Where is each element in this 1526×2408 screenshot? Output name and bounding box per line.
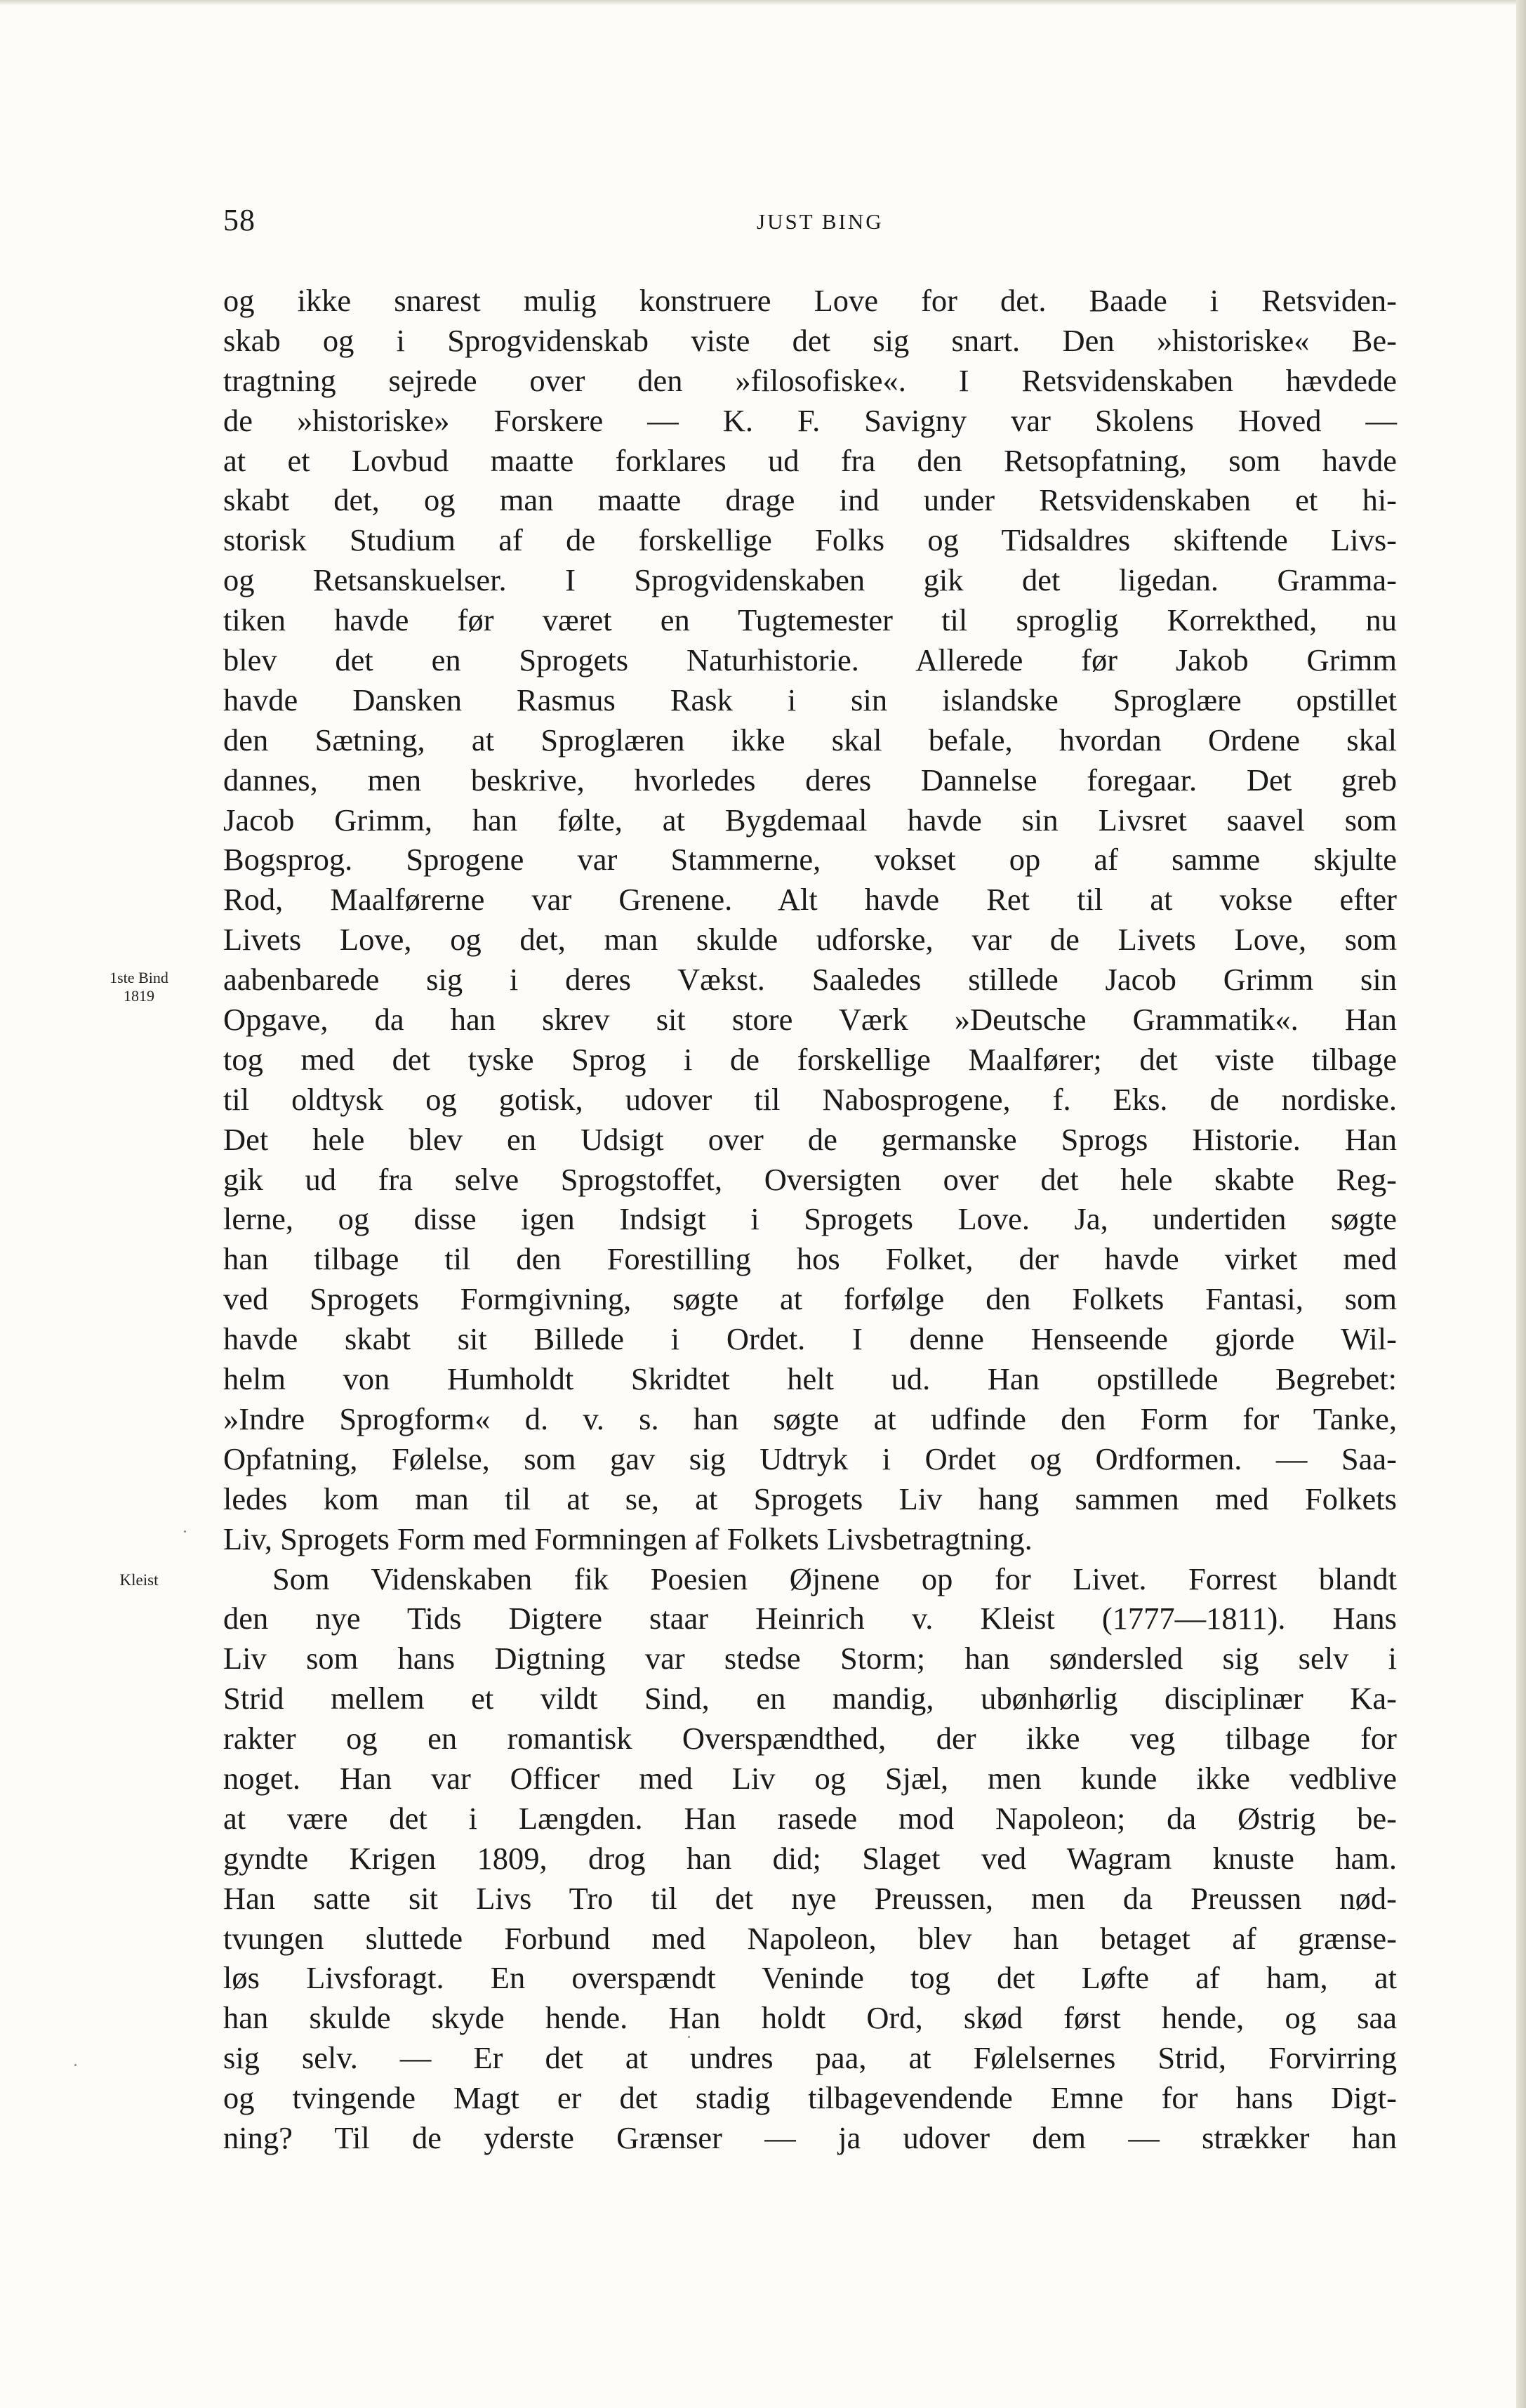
margin-note-volume-label: 1ste Bind (110, 969, 168, 986)
text-line: helm von Humholdt Skridtet helt ud. Han opstillede Begrebet: (223, 1361, 1397, 1397)
text-line: Liv som hans Digtning var stedse Storm; han søndersled sig selv i (223, 1641, 1397, 1676)
text-line: rakter og en romantisk Overspændthed, der ikke veg tilbage for (223, 1721, 1397, 1757)
text-line: Jacob Grimm, han følte, at Bygdemaal havde sin Livsret saavel som (223, 802, 1397, 838)
text-line: at et Lovbud maatte forklares ud fra den Retsopfatning, som havde (223, 442, 1397, 478)
text-line: tvungen sluttede Forbund med Napoleon, blev han betaget af grænse- (223, 1920, 1397, 1956)
margin-note-volume (98, 969, 180, 1005)
text-line: han tilbage til den Forestilling hos Folket, der havde virket med (223, 1241, 1397, 1277)
text-line: at være det i Længden. Han rasede mod Napoleon; da Østrig be- (223, 1800, 1397, 1836)
text-line: Det hele blev en Udsigt over de germanske Sprogs Historie. Han (223, 1121, 1397, 1157)
text-line: »Indre Sprogform« d. v. s. han søgte at udfinde den Form for Tanke, (223, 1401, 1397, 1436)
text-line: blev det en Sprogets Naturhistorie. Allerede før Jakob Grimm (223, 642, 1397, 678)
text-line: skab og i Sprogvidenskab viste det sig snart. Den »historiske« Be- (223, 322, 1397, 358)
text-line: Strid mellem et vildt Sind, en mandig, ubønhørlig disciplinær Ka- (223, 1681, 1397, 1716)
paper-speck (688, 2036, 690, 2038)
text-line: gyndte Krigen 1809, drog han did; Slaget ved Wagram knuste ham. (223, 1840, 1397, 1876)
text-line: aabenbarede sig i deres Vækst. Saaledes stillede Jacob Grimm sin (223, 962, 1397, 998)
text-line: løs Livsforagt. En overspændt Veninde tog det Løfte af ham, at (223, 1960, 1397, 1996)
text-line: dannes, men beskrive, hvorledes deres Dannelse foregaar. Det greb (223, 762, 1397, 798)
text-line: ning? Til de yderste Grænser — ja udover dem — strækker han (223, 2119, 1397, 2155)
paper-speck (74, 2064, 77, 2066)
text-line: ved Sprogets Formgivning, søgte at forfølge den Folkets Fantasi, som (223, 1281, 1397, 1317)
text-line: Bogsprog. Sprogene var Stammerne, vokset op af samme skjulte (223, 842, 1397, 878)
text-line: lerne, og disse igen Indsigt i Sprogets Love. Ja, undertiden søgte (223, 1201, 1397, 1237)
body-text (223, 281, 1397, 2158)
page-header (223, 202, 1388, 244)
text-line: storisk Studium af de forskellige Folks og Tidsaldres skiftende Livs- (223, 522, 1397, 558)
text-line: Livets Love, og det, man skulde udforske, var de Livets Love, som (223, 922, 1397, 958)
page-top-edge (0, 0, 1526, 6)
page-number: 58 (223, 203, 256, 237)
text-line: til oldtysk og gotisk, udover til Nabosprogene, f. Eks. de nordiske. (223, 1081, 1397, 1117)
text-line: Opgave, da han skrev sit store Værk »Deutsche Grammatik«. Han (223, 1002, 1397, 1038)
text-line: de »historiske» Forskere — K. F. Savigny var Skolens Hoved — (223, 402, 1397, 438)
text-line: havde Dansken Rasmus Rask i sin islandske Sproglære opstillet (223, 682, 1397, 717)
paper-speck (184, 1530, 186, 1533)
margin-note-kleist: Kleist (119, 1571, 159, 1589)
text-line: Han satte sit Livs Tro til det nye Preussen, men da Preussen nød- (223, 1880, 1397, 1916)
text-line: og Retsanskuelser. I Sprogvidenskaben gik det ligedan. Gramma- (223, 562, 1397, 598)
text-line: Liv, Sprogets Form med Formningen af Folkets Livsbetragtning. (223, 1521, 1033, 1556)
text-line: Opfatning, Følelse, som gav sig Udtryk i Ordet og Ordformen. — Saa- (223, 1441, 1397, 1476)
text-line: den nye Tids Digtere staar Heinrich v. Kleist (1777—1811). Hans (223, 1601, 1397, 1636)
text-line: han skulde skyde hende. Han holdt Ord, skød først hende, og saa (223, 2000, 1397, 2036)
page-right-edge (1516, 0, 1526, 2408)
text-line: havde skabt sit Billede i Ordet. I denne Henseende gjorde Wil- (223, 1321, 1397, 1357)
text-line: og ikke snarest mulig konstruere Love for det. Baade i Retsviden- (223, 283, 1397, 318)
running-head: JUST BING (757, 209, 884, 234)
text-line: den Sætning, at Sproglæren ikke skal befale, hvordan Ordene skal (223, 722, 1397, 758)
text-line: skabt det, og man maatte drage ind under Retsvidenskaben et hi- (223, 482, 1397, 518)
text-line: og tvingende Magt er det stadig tilbagevendende Emne for hans Digt- (223, 2080, 1397, 2116)
text-line: Rod, Maalførerne var Grenene. Alt havde Ret til at vokse efter (223, 882, 1397, 918)
text-line: tragtning sejrede over den »filosofiske«. I Retsvidenskaben hævdede (223, 362, 1397, 398)
text-line: Som Videnskaben fik Poesien Øjnene op for Livet. Forrest blandt (272, 1561, 1397, 1596)
text-line: tiken havde før været en Tugtemester til sproglig Korrekthed, nu (223, 602, 1397, 638)
text-line: tog med det tyske Sprog i de forskellige Maalfører; det viste tilbage (223, 1041, 1397, 1077)
text-line: ledes kom man til at se, at Sprogets Liv hang sammen med Folkets (223, 1481, 1397, 1516)
text-line: sig selv. — Er det at undres paa, at Følelsernes Strid, Forvirring (223, 2040, 1397, 2076)
text-line: noget. Han var Officer med Liv og Sjæl, men kunde ikke vedblive (223, 1760, 1397, 1796)
text-line: gik ud fra selve Sprogstoffet, Oversigten over det hele skabte Reg- (223, 1161, 1397, 1197)
margin-note-volume-year: 1819 (124, 987, 154, 1005)
